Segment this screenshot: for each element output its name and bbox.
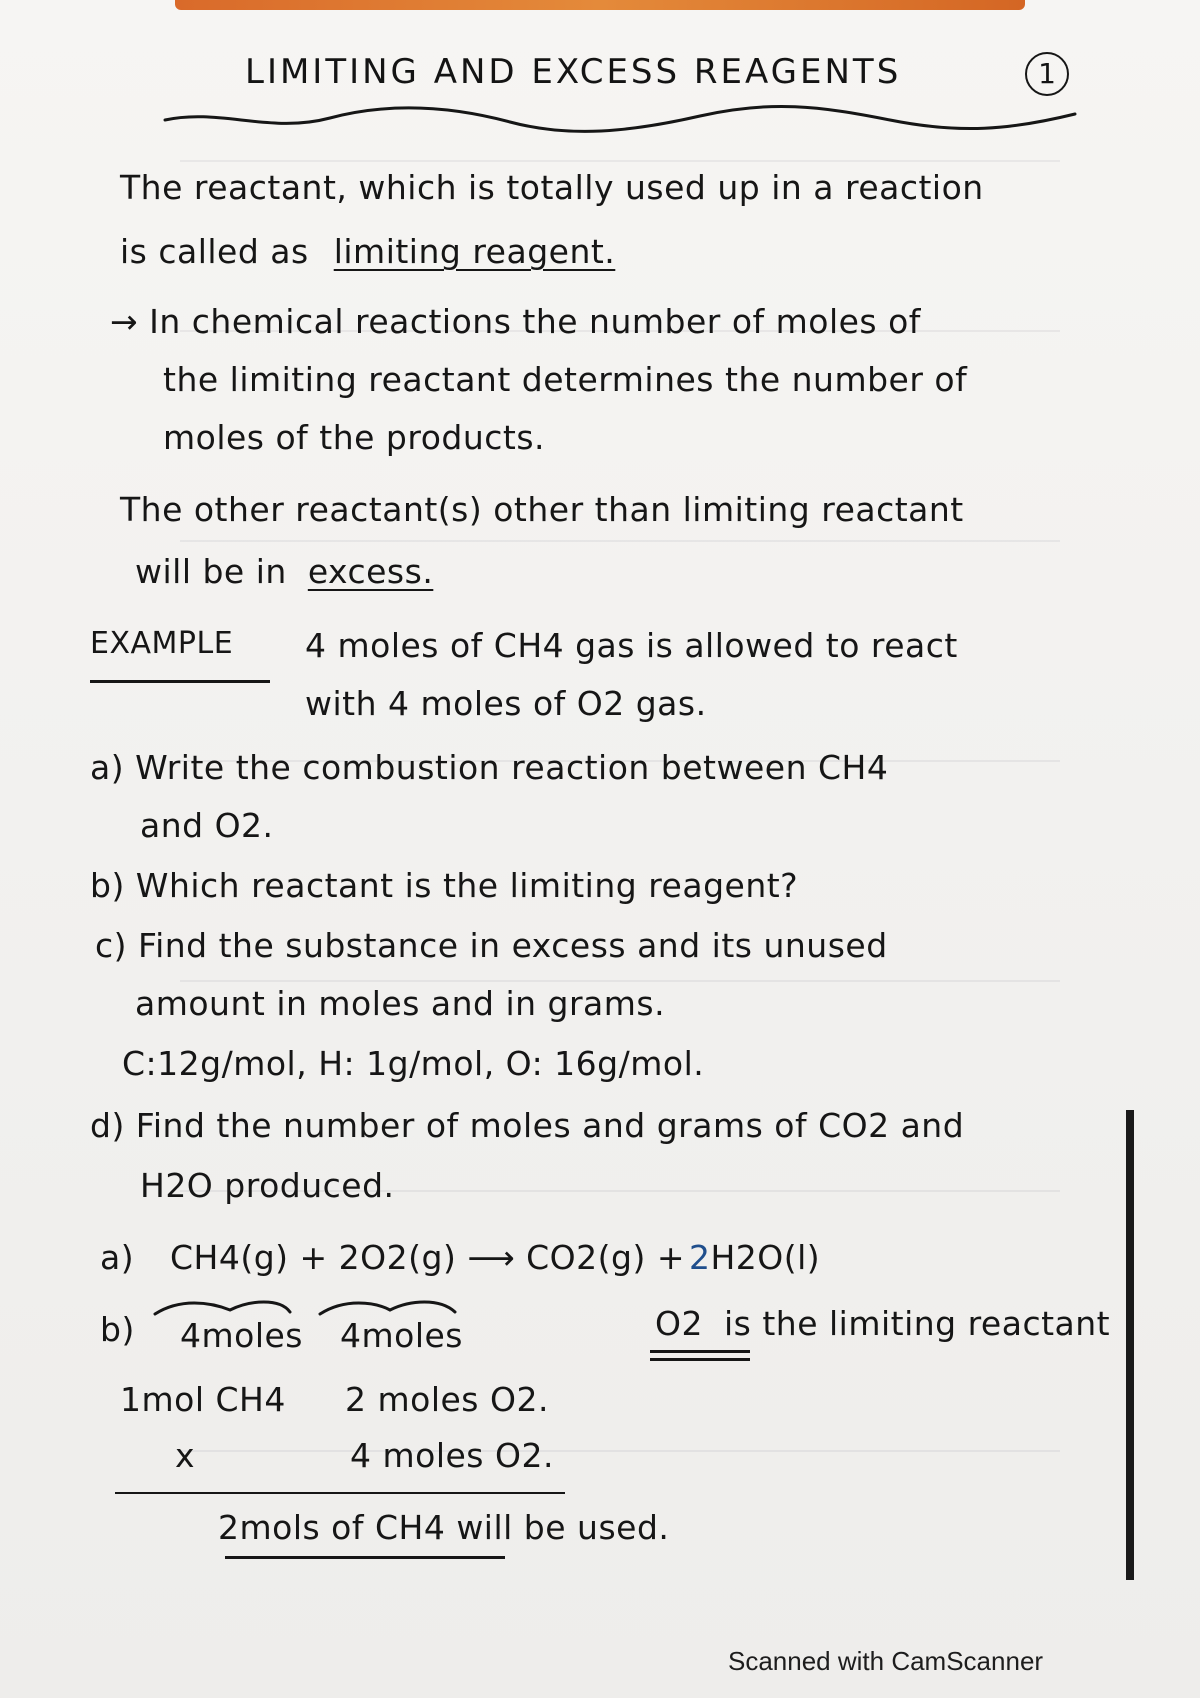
x-o2: 4 moles O2. xyxy=(350,1436,554,1475)
question-d-line-2: H2O produced. xyxy=(140,1166,395,1205)
excess-line-1: The other reactant(s) other than limiting reactant xyxy=(120,490,964,529)
example-label: EXAMPLE xyxy=(90,626,234,661)
page-number: 1 xyxy=(1025,52,1069,96)
question-c-line-2: amount in moles and in grams. xyxy=(135,984,666,1023)
solution-b-label: b) xyxy=(100,1310,135,1349)
equation-right: H2O(l) xyxy=(710,1238,821,1277)
ratio-ch4: 1mol CH4 xyxy=(120,1380,286,1419)
o2-underline-2 xyxy=(650,1358,750,1361)
note-line-2: the limiting reactant determines the number of xyxy=(163,360,968,399)
unknown-x: x xyxy=(175,1436,196,1475)
o2-underline-1 xyxy=(650,1350,750,1353)
molar-masses: C:12g/mol, H: 1g/mol, O: 16g/mol. xyxy=(122,1044,705,1083)
scanner-watermark: Scanned with CamScanner xyxy=(728,1646,1044,1676)
limiting-o2: O2 xyxy=(655,1304,703,1343)
note-line-3: moles of the products. xyxy=(163,418,546,457)
combustion-equation xyxy=(170,1238,820,1277)
bleed-through-line xyxy=(180,980,1060,982)
intro-line-2 xyxy=(120,232,615,271)
bleed-through-line xyxy=(180,540,1060,542)
excess-term: excess. xyxy=(307,552,434,591)
question-a-line-2: and O2. xyxy=(140,806,274,845)
limiting-reagent-term: limiting reagent. xyxy=(333,232,616,271)
solution-a-label: a) xyxy=(100,1238,135,1277)
limiting-conclusion-text: is the limiting reactant xyxy=(723,1304,1111,1343)
title-wavy-underline xyxy=(160,100,1080,140)
excess-prefix: will be in xyxy=(135,552,287,591)
result-line: 2mols of CH4 will be used. xyxy=(218,1508,670,1547)
example-line-1: 4 moles of CH4 gas is allowed to react xyxy=(305,626,958,665)
equation-left: CH4(g) + 2O2(g) ⟶ CO2(g) + xyxy=(170,1238,685,1277)
question-c-line-1: c) Find the substance in excess and its unused xyxy=(95,926,888,965)
example-underline xyxy=(90,680,270,683)
example-line-2: with 4 moles of O2 gas. xyxy=(305,684,707,723)
note-line-1: → In chemical reactions the number of moles of xyxy=(110,302,921,341)
intro-prefix: is called as xyxy=(120,232,309,271)
question-d-line-1: d) Find the number of moles and grams of CO2 and xyxy=(90,1106,965,1145)
bleed-through-line xyxy=(180,160,1060,162)
scan-edge-strip xyxy=(175,0,1025,10)
question-b: b) Which reactant is the limiting reagent? xyxy=(90,866,799,905)
ratio-divider xyxy=(115,1492,565,1494)
scan-right-edge xyxy=(1126,1110,1134,1580)
intro-line-1: The reactant, which is totally used up in a reaction xyxy=(120,168,984,207)
excess-line-2 xyxy=(135,552,433,591)
o2-moles: 4moles xyxy=(340,1316,463,1355)
question-a-line-1: a) Write the combustion reaction between CH4 xyxy=(90,748,889,787)
ch4-moles: 4moles xyxy=(180,1316,303,1355)
ratio-o2: 2 moles O2. xyxy=(345,1380,549,1419)
equation-coefficient: 2 xyxy=(688,1238,711,1277)
page-title: LIMITING AND EXCESS REAGENTS xyxy=(245,52,902,92)
limiting-conclusion xyxy=(655,1304,1110,1343)
result-underline xyxy=(225,1556,505,1559)
bleed-through-line xyxy=(180,1450,1060,1452)
